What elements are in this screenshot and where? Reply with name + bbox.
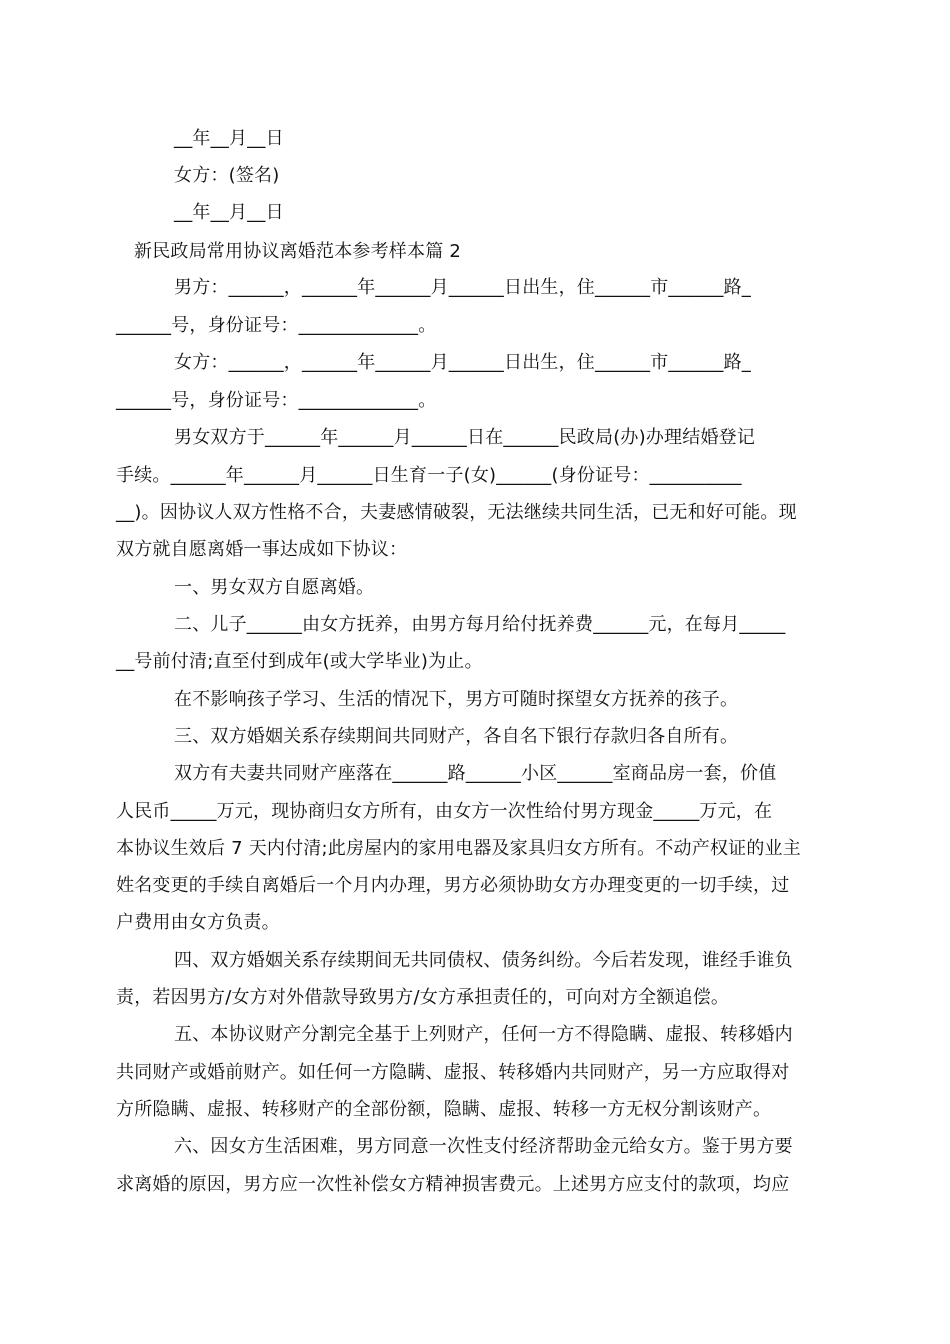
- paragraph-line: 共同财产或婚前财产。如任何一方隐瞒、虚报、转移婚内共同财产，另一方应取得对: [116, 1062, 790, 1083]
- date-line: __年__月__日: [174, 128, 284, 149]
- paragraph-line: 男女双方于______年______月______日在______民政局(办)办理结婚登记: [174, 427, 756, 448]
- clause-3: 三、双方婚姻关系存续期间共同财产，各自名下银行存款归各自所有。: [174, 726, 739, 747]
- paragraph-line: 在不影响孩子学习、生活的情况下，男方可随时探望女方抚养的孩子。: [174, 689, 739, 710]
- clause-4: 四、双方婚姻关系存续期间无共同债权、债务纠纷。今后若发现，谁经手谁负: [174, 950, 793, 971]
- paragraph-line: 方所隐瞒、虚报、转移财产的全部份额，隐瞒、虚报、转移一方无权分割该财产。: [116, 1099, 772, 1120]
- female-id-line: ______号，身份证号：_____________。: [116, 390, 437, 411]
- paragraph-line: 求离婚的原因，男方应一次性补偿女方精神损害费元。上述男方应支付的款项，均应: [116, 1174, 790, 1195]
- paragraph-line: 人民币_____万元，现协商归女方所有，由女方一次性给付男方现金_____万元，在: [116, 801, 773, 822]
- paragraph-line: 本协议生效后 7 天内付清;此房屋内的家用电器及家具归女方所有。不动产权证的业主: [116, 838, 801, 859]
- female-info-line: 女方：______，______年______月______日出生，住______市______路_: [174, 352, 751, 373]
- clause-2: 二、儿子______由女方抚养，由男方每月给付抚养费______元，在每月_____: [174, 614, 786, 635]
- female-signature-line: 女方：(签名): [174, 165, 280, 186]
- paragraph-line: __号前付清;直至付到成年(或大学毕业)为止。: [116, 651, 483, 672]
- male-info-line: 男方：______，______年______月______日出生，住______市______路_: [174, 277, 751, 298]
- clause-6: 六、因女方生活困难，男方同意一次性支付经济帮助金元给女方。鉴于男方要: [174, 1136, 793, 1157]
- clause-5: 五、本协议财产分割完全基于上列财产，任何一方不得隐瞒、虚报、转移婚内: [174, 1024, 793, 1045]
- male-id-line: ______号，身份证号：_____________。: [116, 315, 437, 336]
- paragraph-line: 户费用由女方负责。: [116, 912, 280, 933]
- paragraph-line: __)。因协议人双方性格不合，夫妻感情破裂，无法继续共同生活，已无和好可能。现: [116, 502, 797, 523]
- section-title: 新民政局常用协议离婚范本参考样本篇 2: [134, 241, 461, 262]
- date-line: __年__月__日: [174, 202, 284, 223]
- paragraph-line: 手续。______年______月______日生育一子(女)______(身份证号：__________: [116, 465, 742, 486]
- clause-1: 一、男女双方自愿离婚。: [174, 577, 375, 598]
- paragraph-line: 姓名变更的手续自离婚后一个月内办理，男方必须协助女方办理变更的一切手续，过: [116, 875, 790, 896]
- paragraph-line: 双方有夫妻共同财产座落在______路______小区______室商品房一套，价值: [174, 763, 777, 784]
- paragraph-line: 双方就自愿离婚一事达成如下协议：: [116, 539, 408, 560]
- paragraph-line: 责，若因男方/女方对外借款导致男方/女方承担责任的，可向对方全额追偿。: [116, 987, 730, 1008]
